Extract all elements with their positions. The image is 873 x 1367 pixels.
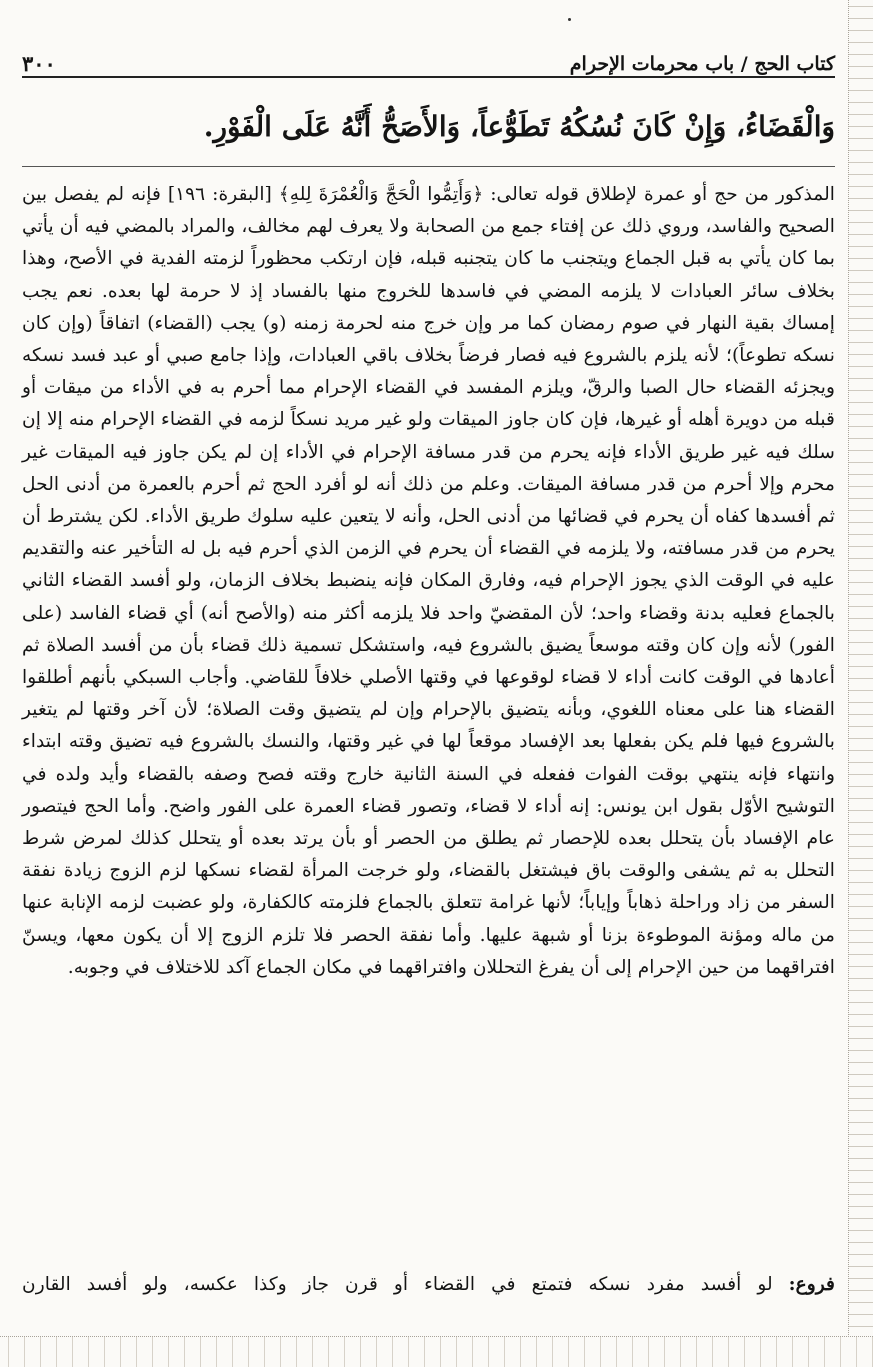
header-rule [22,76,835,78]
furu-label: فروع: [788,1273,835,1295]
decorative-bottom-border [0,1336,873,1367]
furu-text: لو أفسد مفرد نسكه فتمتع في القضاء أو قرن جاز وكذا عكسه، ولو أفسد القارن [22,1274,773,1295]
commentary-body [22,179,835,984]
scan-speck [568,18,571,21]
page-number: ٣٠٠ [22,51,56,76]
running-title: كتاب الحج / باب محرمات الإحرام [569,53,835,75]
matn-rule [22,166,835,167]
furu-paragraph [22,1268,835,1301]
book-page [22,30,835,1335]
decorative-right-border [848,0,873,1367]
commentary-paragraph: المذكور من حج أو عمرة لإطلاق قوله تعالى: ﴿وَأَتِمُّوا الْحَجَّ وَالْعُمْرَةَ لِلهِ﴾ [البقرة: ١٩٦] فإنه لم يفصل بين الصحيح والفاسد، وروي ذلك عن إفتاء جمع من الصحابة ولا يعرف لهم مخالف، والمراد بالمضي فيه أن يأتي بما كان يأتي به قبل الجماع ويتجنب ما كان يتجنبه قبله، فإن ارتكب محظوراً لزمته الفدية في الأصح، وهذا بخلاف سائر العبادات لا يلزمه المضي في فاسدها للخروج منها بالفساد إذ لا حرمة لها بعده. نعم يجب إمساك بقية النهار في صوم رمضان كما مر وإن خرج منه لحرمة زمنه (و) يجب (القضاء) اتفاقاً (وإن كان نسكه تطوعاً)؛ لأنه يلزم بالشروع فيه فصار فرضاً بخلاف باقي العبادات، وإذا جامع صبي أو عبد فسد نسكه ويجزئه القضاء حال الصبا والرقّ، ويلزم المفسد في القضاء الإحرام مما أحرم به في الأداء من ميقات أو قبله من دويرة أهله أو غيرها، فإن كان جاوز الميقات ولو غير مريد نسكاً لزمه في القضاء الإحرام منه إلا إن سلك فيه غير طريق الأداء فإنه يحرم من قدر مسافة الإحرام في الأداء إن لم يكن جاوز فيه الميقات غير محرم وإلا أحرم من قدر مسافة الميقات. وعلم من ذلك أنه لو أفرد الحج ثم أحرم بالعمرة من أدنى الحل ثم أفسدها كفاه أن يحرم في قضائها من أدنى الحل، وأنه لا يتعين عليه سلوك طريق الأداء. لكن يشترط أن يحرم من قدر مسافته، ولا يلزمه في القضاء أن يحرم في الزمن الذي أحرم فيه بل له التأخير عنه والتقديم عليه في الوقت الذي يجوز الإحرام فيه، وفارق المكان فإنه ينضبط بخلاف الزمان، ولو أفسد القضاء الثاني بالجماع فعليه بدنة وقضاء واحد؛ لأن المقضيّ واحد فلا يلزمه أكثر منه (والأصح أنه) أي قضاء الفاسد (على الفور) لأنه وإن كان وقته موسعاً يضيق بالشروع فيه، واستشكل تسمية ذلك قضاء بأن من أفسد الصلاة ثم أعادها في الوقت كانت أداء لا قضاء لوقوعها في وقتها الأصلي خلافاً للقاضي. وأجاب السبكي بأنهم أطلقوا القضاء هنا على معناه اللغوي، وبأنه يتضيق بالإحرام وإن لم يتضيق وقت الصلاة؛ لأن آخر وقتها لم يتغير بالشروع فيها فلم يكن بفعلها بعد الإفساد موقعاً لها في غير وقتها، والنسك بالشروع فيه تضيق وقته ابتداء وانتهاء فإنه ينتهي بوقت الفوات ففعله في السنة الثانية خارج وقته فصح وصفه بالقضاء وأيد ولده في التوشيح الأوّل بقول ابن يونس: إنه أداء لا قضاء، وتصور قضاء العمرة على الفور واضح. وأما الحج فيتصور عام الإفساد بأن يتحلل بعده للإحصار ثم يطلق من الحصر أو بأن يرتد بعده أو يتحلل كذلك لمرض شرط التحلل به ثم يشفى والوقت باق فيشتغل بالقضاء، ولو خرجت المرأة لقضاء نسكها لزم الزوج زيادة نفقة السفر من زاد وراحلة ذهاباً وإياباً؛ لأنها غرامة تتعلق بالجماع فلزمته كالكفارة، ولو عضبت لزمه الإنابة عنها من ماله ومؤنة الموطوءة بزنا أو شبهة عليها. وأما نفقة الحصر فلا تلزم الزوج إلا أن يكون معها، ويسنّ افتراقهما من حين الإحرام إلى أن يفرغ التحللان وافتراقهما في مكان الجماع آكد للاختلاف في وجوبه. [22,184,835,978]
page-header [22,40,835,74]
matn-text: وَالْقَضَاءُ، وَإِنْ كَانَ نُسُكُهُ تَطَوُّعاً، وَالأَصَحُّ أَنَّهُ عَلَى الْفَوْرِ. [203,110,835,143]
